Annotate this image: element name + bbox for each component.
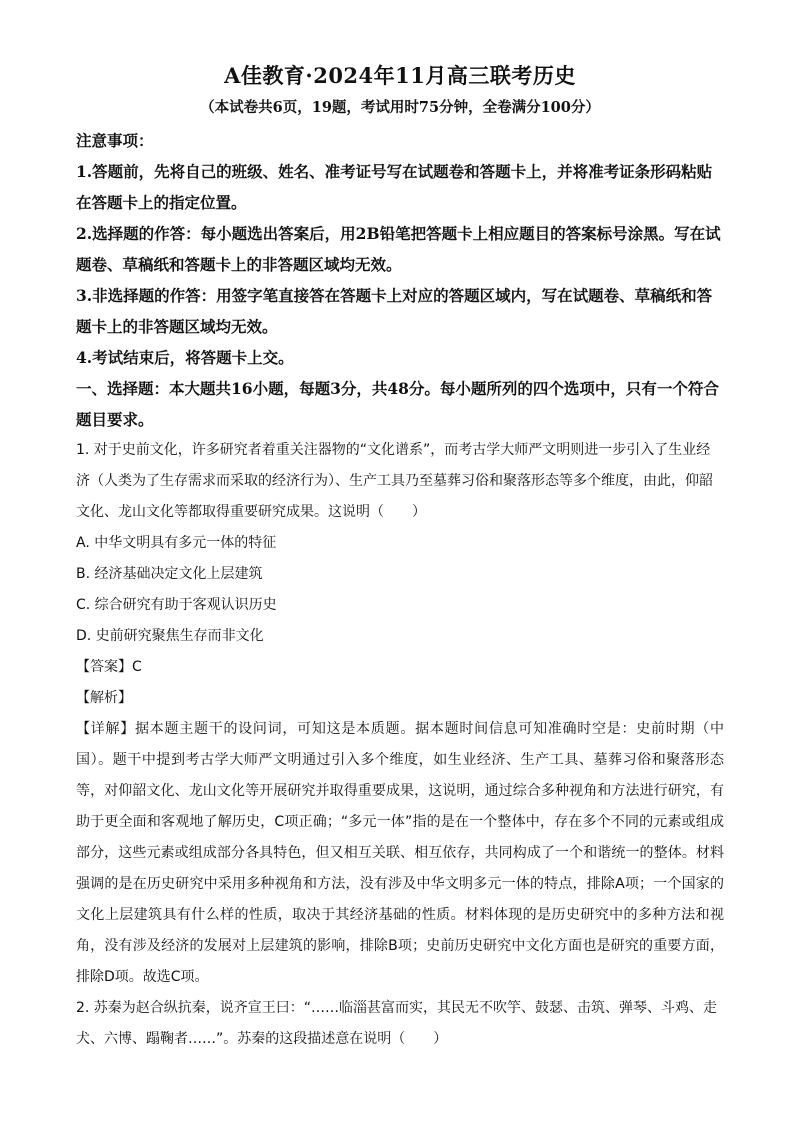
notice-item: 4.考试结束后，将答题卡上交。 bbox=[76, 348, 294, 367]
question-2-stem: 2. 苏秦为赵合纵抗秦，说齐宣王曰：“……临淄甚富而实，其民无不吹竽、鼓瑟、击筑、弹琴、斗鸡、走犬、六博、蹋鞠者……”。苏秦的这段描述意在说明（ ） bbox=[76, 1000, 718, 1047]
section-heading: 一、选择题：本大题共16小题，每题3分，共48分。每小题所列的四个选项中，只有一个符合题目要求。 bbox=[76, 379, 719, 429]
question-1-stem: 1. 对于史前文化，许多研究者着重关注器物的“文化谱系”，而考古学大师严文明则进一步引入了生业经济（人类为了生存需求而采取的经济行为）、生产工具乃至墓葬习俗和聚落形态等多个维度，由此，仰韶文化、龙山文化等都取得重要研究成果。这说明（ ） bbox=[76, 442, 713, 520]
notice-item: 2.选择题的作答：每小题选出答案后，用2B铅笔把答题卡上相应题目的答案标号涂黑。写在试题卷、草稿纸和答题卡上的非答题区域均无效。 bbox=[76, 224, 721, 274]
question-1-explanation: 【详解】据本题主题干的设问词，可知这是本质题。据本题时间信息可知准确时空是：史前时期（中国）。题干中提到考古学大师严文明通过引入多个维度，如生业经济、生产工具、墓葬习俗和聚落形态等，对仰韶文化、龙山文化等开展研究并取得重要成果，这说明，通过综合多种视角和方法进行研究，有助于更全面和客观地了解历史，C项正确；“多元一体”指的是在一个整体中，存在多个不同的元素或组成部分，这些元素或组成部分各具特色，但又相互关联、相互依存，共同构成了一个和谐统一的整体。材料强调的是在历史研究中采用多种视角和方法，没有涉及中华文明多元一体的特点，排除A项；一个国家的文化上层建筑具有什么样的性质，取决于其经济基础的性质。材料体现的是历史研究中的多种方法和视角，没有涉及经济的发展对上层建筑的影响，排除B项；史前历史研究中文化方面也是研究的重要方面，排除D项。故选C项。 bbox=[76, 721, 724, 985]
page-title: A佳教育·2024年11月高三联考历史 bbox=[224, 63, 576, 88]
question-1-option-b: B. 经济基础决定文化上层建筑 bbox=[76, 566, 263, 582]
notice-item: 1.答题前，先将自己的班级、姓名、准考证号写在试题卷和答题卡上，并将准考证条形码粘贴在答题卡上的指定位置。 bbox=[76, 162, 713, 212]
question-1-option-d: D. 史前研究聚焦生存而非文化 bbox=[76, 628, 264, 644]
analysis-label: 【解析】 bbox=[76, 690, 132, 706]
answer-label: 【答案】 bbox=[76, 659, 132, 675]
answer-line bbox=[76, 652, 724, 683]
exam-info-subtitle: （本试卷共6页，19题，考试用时75分钟，全卷满分100分） bbox=[200, 99, 600, 116]
exam-page bbox=[76, 60, 724, 1055]
question-1-option-c: C. 综合研究有助于客观认识历史 bbox=[76, 597, 277, 613]
answer-value: C bbox=[132, 659, 142, 675]
question-1-option-a: A. 中华文明具有多元一体的特征 bbox=[76, 535, 277, 551]
notice-item: 3.非选择题的作答：用签字笔直接答在答题卡上对应的答题区域内，写在试题卷、草稿纸和答题卡上的非答题区域均无效。 bbox=[76, 286, 713, 336]
notice-heading: 注意事项： bbox=[76, 131, 154, 150]
